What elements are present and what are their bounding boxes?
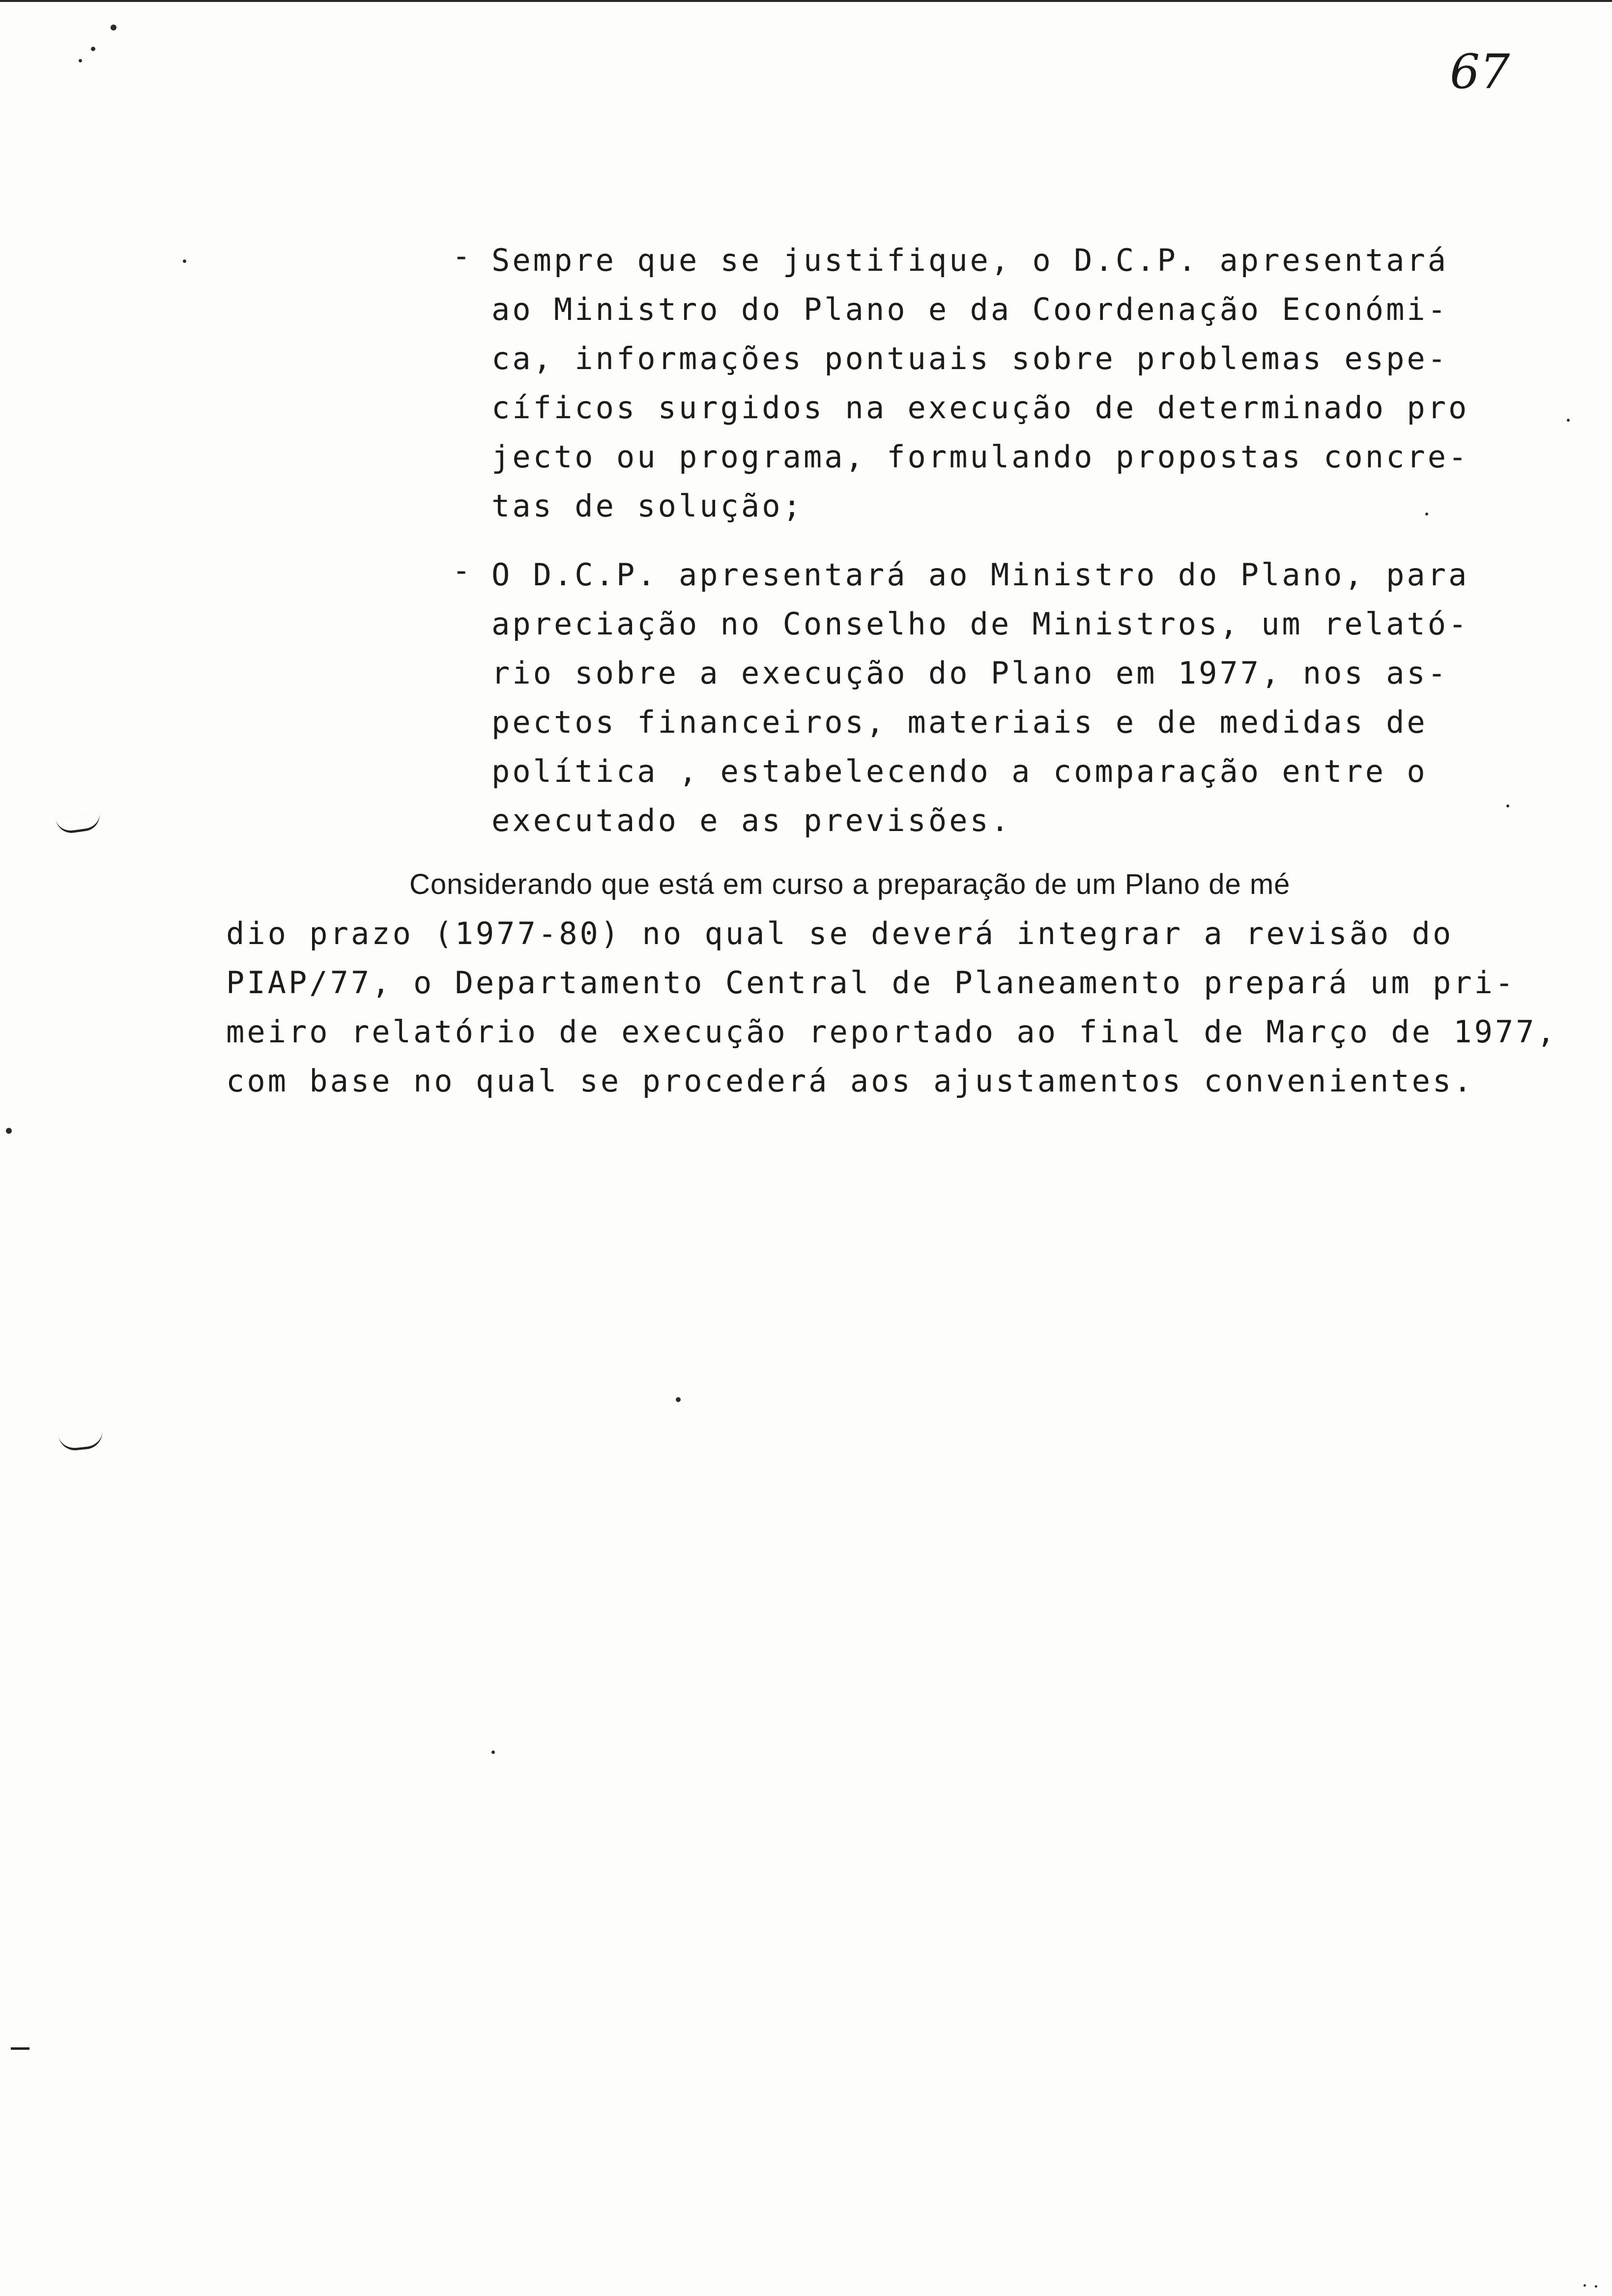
bullet-1-line-1: Sempre que se justifique, o D.C.P. apresentará [491,242,1449,278]
page-number: 67 [1450,44,1510,99]
bullet-2-line-6: executado e as previsões. [491,803,1012,838]
paragraph-line-4: meiro relatório de execução reportado ao final de Março de 1977, [226,1014,1557,1050]
top-edge-rule [0,0,1612,2]
scan-speck [183,259,186,263]
scan-speck [491,1751,495,1754]
scan-speck [111,25,116,30]
bullet-2-line-2: apreciação no Conselho de Ministros, um relató- [491,606,1469,642]
bullet-item-1 [452,236,1494,541]
scan-speck [1567,419,1570,422]
bullet-1-line-6: tas de solução; [491,488,804,524]
paragraph-line-1: Considerando que está em curso a preparação de um Plano de mé [409,868,1291,900]
paragraph-line-5: com base no qual se procederá aos ajustamentos convenientes. [226,1063,1474,1099]
scan-speck [1425,513,1428,516]
bullet-2-line-1: O D.C.P. apresentará ao Ministro do Plano, para [491,557,1469,593]
bullet-1-line-4: cíficos surgidos na execução de determinado pro [491,390,1469,426]
scan-speck [1595,2285,1597,2288]
bullet-1-line-2: ao Ministro do Plano e da Coordenação Económi- [491,291,1449,327]
bullet-1-line-3: ca, informações pontuais sobre problemas espe- [491,341,1449,376]
scan-speck [676,1397,681,1402]
bullet-dash: - [452,238,471,274]
scan-speck [91,47,95,51]
bullet-2-line-3: rio sobre a execução do Plano em 1977, nos as- [491,655,1449,691]
bullet-item-2 [452,550,1494,855]
scan-speck [79,59,82,62]
bullet-1-line-5: jecto ou programa, formulando propostas concre- [491,439,1469,475]
paragraph-line-3: PIAP/77, o Departamento Central de Planeamento prepará um pri- [226,965,1516,1001]
bullet-2-line-4: pectos financeiros, materiais e de medidas de [491,704,1428,740]
punch-hole-mark [56,813,102,835]
paragraph-line-2: dio prazo (1977-80) no qual se deverá integrar a revisão do [226,916,1454,951]
bullet-2-line-5: política , estabelecendo a comparação entre o [491,753,1428,789]
punch-hole-mark [58,1430,104,1452]
closing-paragraph [0,860,1612,1116]
bullet-dash: - [452,552,471,588]
scan-speck [1583,2284,1586,2287]
scan-speck [6,1128,12,1134]
margin-dash-mark [11,2047,29,2050]
scan-speck [1506,804,1509,807]
